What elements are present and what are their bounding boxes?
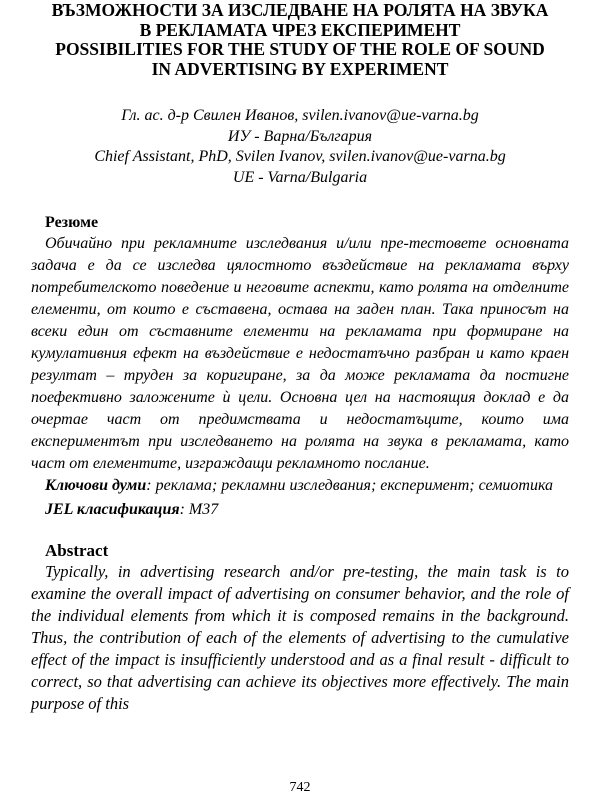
jel-label: JEL класификация — [45, 501, 180, 518]
title-en-line-1: POSSIBILITIES FOR THE STUDY OF THE ROLE OF SOUND — [55, 39, 545, 59]
affiliation-bg: ИУ - Варна/България — [227, 127, 373, 145]
keywords-label: Ключови думи — [45, 477, 147, 494]
title-bg-line-2: В РЕКЛАМАТА ЧРЕЗ ЕКСПЕРИМЕНТ — [139, 19, 461, 40]
author-block — [31, 106, 569, 188]
jel-line — [45, 499, 569, 521]
keywords-line — [31, 475, 569, 497]
page-number: 742 — [289, 780, 311, 795]
abstract-heading: Abstract — [45, 541, 109, 560]
paper-title — [31, 1, 569, 79]
keywords-text: : реклама; рекламни изследвания; експеримент; семиотика — [146, 477, 554, 494]
affiliation-en: UE - Varna/Bulgaria — [232, 168, 368, 186]
author-en: Chief Assistant, PhD, Svilen Ivanov, svilen.ivanov@ue-varna.bg — [94, 148, 506, 165]
resume-heading: Резюме — [45, 214, 99, 231]
resume-text: Обичайно при рекламните изследвания и/или пре-тестовете основната задача е да се изследва цялостното въздействие на рекламата върху потребителското поведение и неговите аспекти, като ролята на отделните елементи, от които е съставена, остава на заден план. Така приносът на всеки един от съставните елементи на рекламата при формиране на кумулативния ефект на въздействие е недостатъчно разбран и като краен резултат – труден за коригиране, за да може рекламата да постигне поефективно заложените ѝ цели. Основна цел на настоящия доклад е да очертае част от предимствата и недостатъците, които има експериментът при изследването на ролята на звука в рекламата, като част от елементите, изграждащи рекламното послание. — [31, 235, 569, 472]
abstract-text: Typically, in advertising research and/or pre-testing, the main task is to examine the overall impact of advertising on consumer behavior, and the role of the individual elements from which it is composed remains in the background. Thus, the contribution of each of the elements of advertising to the cumulative effect of the impact is insufficiently understood and as a final result - difficult to correct, so that advertising can achieve its objectives more effectively. The main purpose of this — [31, 562, 569, 713]
title-bg-line-1: ВЪЗМОЖНОСТИ ЗА ИЗСЛЕДВАНЕ НА РОЛЯТА НА ЗВУКА — [51, 0, 549, 20]
jel-text: : M37 — [179, 501, 219, 518]
author-bg: Гл. ас. д-р Свилен Иванов, svilen.ivanov@ue-varna.bg — [121, 107, 479, 124]
title-en-line-2: IN ADVERTISING BY EXPERIMENT — [151, 58, 449, 79]
